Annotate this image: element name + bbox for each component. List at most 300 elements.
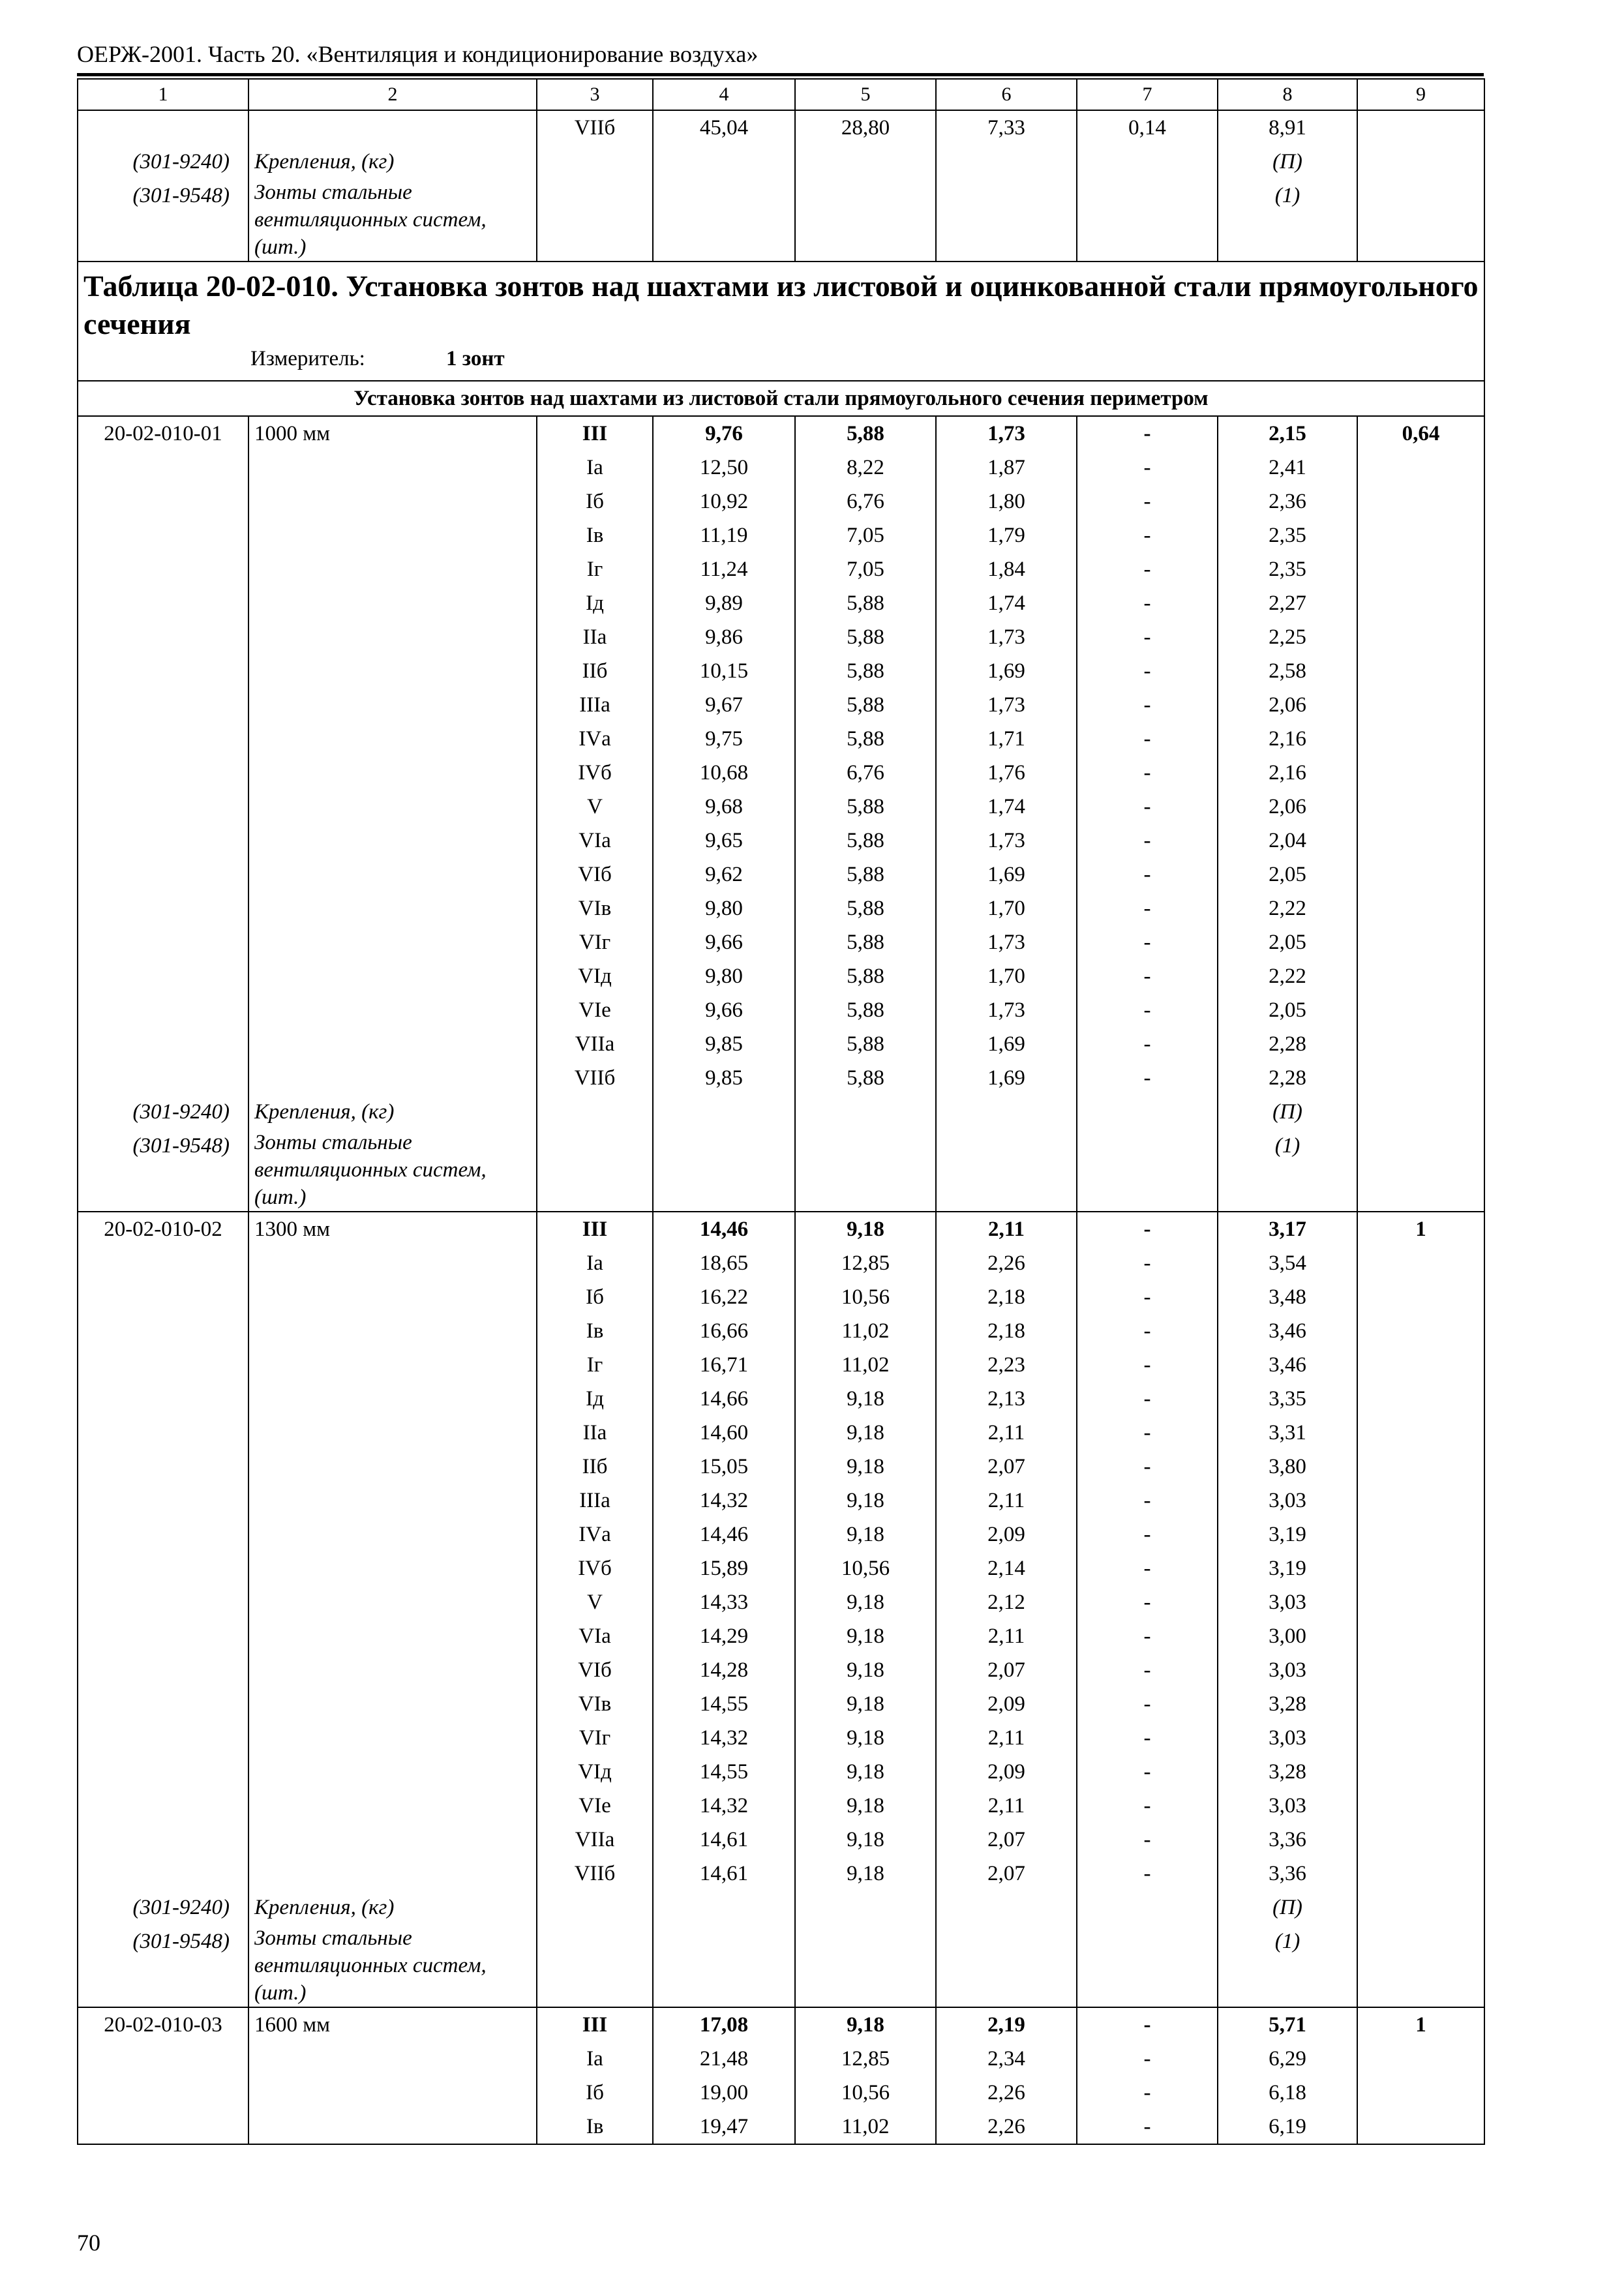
item-code-empty (78, 1857, 248, 1891)
item-name-empty (248, 959, 537, 993)
cell-value: - (1077, 518, 1218, 552)
material-value: (П) (1218, 1095, 1357, 1129)
item-col9-empty (1357, 1416, 1484, 1450)
cell-value: 17,08 (653, 2007, 795, 2042)
cell-value: 11,02 (795, 2110, 936, 2144)
item-col9-empty (1357, 722, 1484, 756)
cell-value: 2,19 (936, 2007, 1077, 2042)
cell-value: 16,66 (653, 1314, 795, 1348)
empty-cell (1357, 1924, 1484, 2007)
table-row (78, 654, 1484, 688)
cell-value: 1,84 (936, 552, 1077, 586)
material-name: Крепления, (кг) (248, 1095, 537, 1129)
item-name-empty (248, 1518, 537, 1551)
cell-value: - (1077, 1823, 1218, 1857)
cell-value: 3,03 (1218, 1721, 1357, 1755)
table-title-row (78, 262, 1484, 381)
item-code-empty (78, 858, 248, 891)
item-code-empty (78, 654, 248, 688)
cell-value: - (1077, 1653, 1218, 1687)
cell-value: - (1077, 2007, 1218, 2042)
item-code-empty (78, 1755, 248, 1789)
cell-value: 9,18 (795, 1484, 936, 1518)
cell-zone: Iа (537, 451, 653, 485)
cell-value: 1,79 (936, 518, 1077, 552)
cell-zone: IIа (537, 1416, 653, 1450)
cell-value: - (1077, 858, 1218, 891)
item-name-empty (248, 654, 537, 688)
continuation-zone-row (78, 110, 1484, 145)
cell-value: 9,18 (795, 1518, 936, 1551)
cell-value: 5,88 (795, 959, 936, 993)
cell-value: 2,35 (1218, 552, 1357, 586)
table-row (78, 1789, 1484, 1823)
item-name-empty (248, 891, 537, 925)
cell-value: - (1077, 1314, 1218, 1348)
item-name-empty (248, 1687, 537, 1721)
cell-value: 9,89 (653, 586, 795, 620)
item-name-empty (248, 1823, 537, 1857)
cell-value: 9,18 (795, 1789, 936, 1823)
item-col9-empty (1357, 2110, 1484, 2144)
material-code: (301-9240) (78, 1891, 248, 1924)
item-col9-empty (1357, 891, 1484, 925)
cell-value: 6,18 (1218, 2076, 1357, 2110)
cell-value: 1,73 (936, 925, 1077, 959)
column-number: 7 (1077, 79, 1218, 110)
cell-zone: Iб (537, 1280, 653, 1314)
cell-value: 28,80 (795, 110, 936, 145)
item-code-empty (78, 925, 248, 959)
cell-value: 9,18 (795, 1382, 936, 1416)
cell-value: 2,16 (1218, 722, 1357, 756)
item-name-empty (248, 518, 537, 552)
item-col9-empty (1357, 1061, 1484, 1095)
cell-value: - (1077, 620, 1218, 654)
cell-zone: VIIб (537, 1061, 653, 1095)
cell-value: 2,11 (936, 1789, 1077, 1823)
item-name-empty (248, 552, 537, 586)
cell-value: 12,85 (795, 2042, 936, 2076)
empty-cell (537, 1924, 653, 2007)
cell-value: - (1077, 2076, 1218, 2110)
cell-zone: VIа (537, 1619, 653, 1653)
table-row (78, 790, 1484, 824)
cell-value: 5,88 (795, 1027, 936, 1061)
table-row (78, 722, 1484, 756)
cell-value: - (1077, 1484, 1218, 1518)
item-col9: 1 (1357, 2007, 1484, 2042)
cell-value: 3,48 (1218, 1280, 1357, 1314)
item-col9-empty (1357, 2076, 1484, 2110)
item-col9-empty (1357, 790, 1484, 824)
cell-value: 3,80 (1218, 1450, 1357, 1484)
item-code-empty (78, 2042, 248, 2076)
cell-value: 2,07 (936, 1450, 1077, 1484)
cell-value: 5,88 (795, 993, 936, 1027)
item-name: 1600 мм (248, 2007, 537, 2042)
item-code-empty (78, 1518, 248, 1551)
item-col9-empty (1357, 1755, 1484, 1789)
cell-value: 9,18 (795, 1653, 936, 1687)
table-row (78, 688, 1484, 722)
cell-value: - (1077, 1348, 1218, 1382)
empty-cell (537, 1891, 653, 1924)
cell-value: 9,75 (653, 722, 795, 756)
table-row (78, 2042, 1484, 2076)
item-name-empty (248, 790, 537, 824)
cell-value: 2,04 (1218, 824, 1357, 858)
table-row (78, 959, 1484, 993)
table-row (78, 993, 1484, 1027)
cell-value: 9,85 (653, 1061, 795, 1095)
cell-value: 3,03 (1218, 1653, 1357, 1687)
material-name: Зонты стальные вентиляционных систем, (шт.) (248, 1129, 537, 1212)
cell-value: 1,73 (936, 993, 1077, 1027)
cell-value: - (1077, 1721, 1218, 1755)
material-row (78, 1891, 1484, 1924)
item-code-empty (78, 1823, 248, 1857)
cell-value: 2,09 (936, 1755, 1077, 1789)
cell-value: 2,23 (936, 1348, 1077, 1382)
item-name-empty (248, 2110, 537, 2144)
table-row (78, 1619, 1484, 1653)
item-name-empty (248, 993, 537, 1027)
cell-zone: IIб (537, 654, 653, 688)
item-name-empty (248, 1450, 537, 1484)
material-code: (301-9548) (78, 1129, 248, 1212)
item-name-empty (248, 1314, 537, 1348)
item-name-empty (248, 1246, 537, 1280)
item-code-empty (78, 1789, 248, 1823)
cell-zone: Iб (537, 2076, 653, 2110)
cell-zone: VIг (537, 1721, 653, 1755)
item-code-empty (78, 2076, 248, 2110)
item-code: 20-02-010-01 (78, 416, 248, 451)
cell-value: - (1077, 1687, 1218, 1721)
table-row (78, 485, 1484, 518)
cell-value: 9,76 (653, 416, 795, 451)
item-name-empty (248, 485, 537, 518)
material-name: Крепления, (кг) (248, 145, 537, 179)
cell-zone: Iв (537, 1314, 653, 1348)
item-col9-empty (1357, 552, 1484, 586)
cell-value: 45,04 (653, 110, 795, 145)
cell-value: 2,26 (936, 2076, 1077, 2110)
cell-value: 0,14 (1077, 110, 1218, 145)
item-code-empty (78, 824, 248, 858)
column-number: 2 (248, 79, 537, 110)
cell-value: 5,88 (795, 416, 936, 451)
cell-value: 12,50 (653, 451, 795, 485)
cell-value: 1,73 (936, 824, 1077, 858)
cell-value: 1,69 (936, 858, 1077, 891)
cell-value: 9,68 (653, 790, 795, 824)
table-row (78, 1653, 1484, 1687)
item-name-empty (248, 586, 537, 620)
material-row (78, 1129, 1484, 1212)
cell-value: 1,74 (936, 790, 1077, 824)
cell-value: 2,13 (936, 1382, 1077, 1416)
cell-value: 2,58 (1218, 654, 1357, 688)
cell-value: 1,80 (936, 485, 1077, 518)
material-code: (301-9548) (78, 1924, 248, 2007)
cell-zone: IIб (537, 1450, 653, 1484)
cell-value: 1,74 (936, 586, 1077, 620)
cell-name (248, 110, 537, 145)
item-col9-empty (1357, 1484, 1484, 1518)
cell-value: 5,88 (795, 722, 936, 756)
column-number: 8 (1218, 79, 1357, 110)
item-code-empty (78, 790, 248, 824)
cell-value: 2,22 (1218, 891, 1357, 925)
material-value: (П) (1218, 145, 1357, 179)
cell-zone: VIе (537, 1789, 653, 1823)
item-name-empty (248, 620, 537, 654)
table-row (78, 858, 1484, 891)
cell-value: 1,76 (936, 756, 1077, 790)
cell-value: - (1077, 891, 1218, 925)
cell-value: 5,88 (795, 1061, 936, 1095)
cell-value: 1,69 (936, 654, 1077, 688)
cell-value: 6,19 (1218, 2110, 1357, 2144)
cell-value: 2,11 (936, 1721, 1077, 1755)
cell-value: 5,88 (795, 891, 936, 925)
cell-value: 1,87 (936, 451, 1077, 485)
item-col9-empty (1357, 451, 1484, 485)
empty-cell (795, 1891, 936, 1924)
item-code-empty (78, 1619, 248, 1653)
cell-zone: VIв (537, 1687, 653, 1721)
cell-value: - (1077, 485, 1218, 518)
cell-value: 5,88 (795, 790, 936, 824)
table-row (78, 824, 1484, 858)
item-name-empty (248, 858, 537, 891)
cell-value: - (1077, 1755, 1218, 1789)
cell-value: - (1077, 790, 1218, 824)
material-value: (1) (1218, 1924, 1357, 2007)
cell-zone: VIд (537, 1755, 653, 1789)
item-col9-empty (1357, 1246, 1484, 1280)
item-code-empty (78, 756, 248, 790)
cell-value: 3,36 (1218, 1823, 1357, 1857)
cell-value: 14,46 (653, 1518, 795, 1551)
column-number: 6 (936, 79, 1077, 110)
cell-value: 10,92 (653, 485, 795, 518)
cell-value: 2,26 (936, 1246, 1077, 1280)
empty-cell (1077, 1129, 1218, 1212)
empty-cell (1357, 1095, 1484, 1129)
empty-cell (936, 1095, 1077, 1129)
item-code-empty (78, 451, 248, 485)
cell-value: 3,31 (1218, 1416, 1357, 1450)
cell-value: 9,66 (653, 993, 795, 1027)
item-col9-empty (1357, 1450, 1484, 1484)
table-row (78, 1382, 1484, 1416)
material-row (78, 1095, 1484, 1129)
cell-value: 5,88 (795, 688, 936, 722)
cell-value: 9,18 (795, 1416, 936, 1450)
cell-value: 8,22 (795, 451, 936, 485)
table-row (78, 1314, 1484, 1348)
item-name: 1000 мм (248, 416, 537, 451)
table-row (78, 416, 1484, 451)
material-name: Крепления, (кг) (248, 1891, 537, 1924)
item-name-empty (248, 1382, 537, 1416)
cell-zone: IVб (537, 1551, 653, 1585)
cell-zone: IIIа (537, 688, 653, 722)
cell-zone: IIа (537, 620, 653, 654)
cell-zone: Iв (537, 2110, 653, 2144)
cell-value: 2,11 (936, 1416, 1077, 1450)
cell-zone: IIIа (537, 1484, 653, 1518)
item-code-empty (78, 518, 248, 552)
item-name-empty (248, 1755, 537, 1789)
cell-value: 19,47 (653, 2110, 795, 2144)
item-col9-empty (1357, 1619, 1484, 1653)
item-col9-empty (1357, 1551, 1484, 1585)
cell-value: 8,91 (1218, 110, 1357, 145)
item-col9-empty (1357, 756, 1484, 790)
material-value: (1) (1218, 179, 1357, 262)
item-code-empty (78, 688, 248, 722)
cell-value: - (1077, 1450, 1218, 1484)
cell-value: - (1077, 1518, 1218, 1551)
column-number-row (78, 79, 1484, 110)
item-code-empty (78, 959, 248, 993)
table-row (78, 925, 1484, 959)
item-col9-empty (1357, 1857, 1484, 1891)
item-code-empty (78, 1348, 248, 1382)
cell-zone: Iд (537, 1382, 653, 1416)
cell-value: 1,70 (936, 959, 1077, 993)
cell-value: 21,48 (653, 2042, 795, 2076)
item-name-empty (248, 1721, 537, 1755)
cell-value: 2,41 (1218, 451, 1357, 485)
cell-value: - (1077, 1027, 1218, 1061)
cell-value: 2,28 (1218, 1061, 1357, 1095)
material-code: (301-9548) (78, 179, 248, 262)
cell-value: 6,76 (795, 756, 936, 790)
cell-value: 9,80 (653, 959, 795, 993)
item-col9: 1 (1357, 1212, 1484, 1246)
table-row (78, 1348, 1484, 1382)
item-name-empty (248, 722, 537, 756)
cell-value: 14,32 (653, 1484, 795, 1518)
cell-value: 14,46 (653, 1212, 795, 1246)
empty-cell (936, 1924, 1077, 2007)
cell-value: 16,22 (653, 1280, 795, 1314)
cell-zone: III (537, 2007, 653, 2042)
item-code-empty (78, 1382, 248, 1416)
empty-cell (653, 1095, 795, 1129)
cell-value: 9,62 (653, 858, 795, 891)
cell-value: 15,89 (653, 1551, 795, 1585)
item-name-empty (248, 1653, 537, 1687)
cell-value: 2,07 (936, 1653, 1077, 1687)
table-row (78, 1484, 1484, 1518)
item-name-empty (248, 451, 537, 485)
cell-value: 18,65 (653, 1246, 795, 1280)
cell-value: 14,28 (653, 1653, 795, 1687)
item-code-empty (78, 1246, 248, 1280)
cell-value: 1,69 (936, 1061, 1077, 1095)
cell-value: 9,65 (653, 824, 795, 858)
item-name-empty (248, 1857, 537, 1891)
cell-value: - (1077, 1789, 1218, 1823)
table-row (78, 1721, 1484, 1755)
empty-cell (1357, 1129, 1484, 1212)
cell-value: 15,05 (653, 1450, 795, 1484)
cell-value: 2,18 (936, 1280, 1077, 1314)
cell-value: 5,88 (795, 654, 936, 688)
cell-value: 6,29 (1218, 2042, 1357, 2076)
cell-value: 3,28 (1218, 1755, 1357, 1789)
cell-zone: VIIб (537, 110, 653, 145)
empty-cell (537, 1129, 653, 1212)
cell-zone: Iг (537, 1348, 653, 1382)
cell-value: 16,71 (653, 1348, 795, 1382)
cell-value: 3,35 (1218, 1382, 1357, 1416)
table-row (78, 891, 1484, 925)
cell-value: 2,26 (936, 2110, 1077, 2144)
item-code-empty (78, 891, 248, 925)
cell-value: - (1077, 654, 1218, 688)
cell-value: 2,25 (1218, 620, 1357, 654)
cell-value: 11,02 (795, 1348, 936, 1382)
cell-value: 2,28 (1218, 1027, 1357, 1061)
table-row (78, 1687, 1484, 1721)
item-code-empty (78, 993, 248, 1027)
item-code: 20-02-010-02 (78, 1212, 248, 1246)
item-name-empty (248, 1619, 537, 1653)
item-name-empty (248, 1551, 537, 1585)
cell-value: 9,66 (653, 925, 795, 959)
cell-value: - (1077, 552, 1218, 586)
item-name-empty (248, 1027, 537, 1061)
cell-value: 5,88 (795, 586, 936, 620)
cell-value: 10,68 (653, 756, 795, 790)
rates-table (77, 78, 1485, 2145)
item-code-empty (78, 1280, 248, 1314)
table-row (78, 518, 1484, 552)
cell-value: 1,73 (936, 416, 1077, 451)
item-col9-empty (1357, 1823, 1484, 1857)
material-code: (301-9240) (78, 145, 248, 179)
item-col9-empty (1357, 1382, 1484, 1416)
cell-value: 2,36 (1218, 485, 1357, 518)
cell-value: - (1077, 1551, 1218, 1585)
cell-zone: V (537, 1585, 653, 1619)
cell-value: 2,15 (1218, 416, 1357, 451)
empty-cell (1357, 1891, 1484, 1924)
cell-value: 14,32 (653, 1721, 795, 1755)
item-code-empty (78, 1027, 248, 1061)
cell-value: 10,56 (795, 1280, 936, 1314)
item-col9-empty (1357, 518, 1484, 552)
cell-value: 19,00 (653, 2076, 795, 2110)
empty-cell (1077, 1095, 1218, 1129)
item-name-empty (248, 756, 537, 790)
cell-value: - (1077, 451, 1218, 485)
empty-cell (653, 1924, 795, 2007)
cell-value: 10,15 (653, 654, 795, 688)
item-col9-empty (1357, 959, 1484, 993)
empty-cell (1077, 1891, 1218, 1924)
column-number: 3 (537, 79, 653, 110)
cell-value: 1,70 (936, 891, 1077, 925)
table-row (78, 620, 1484, 654)
